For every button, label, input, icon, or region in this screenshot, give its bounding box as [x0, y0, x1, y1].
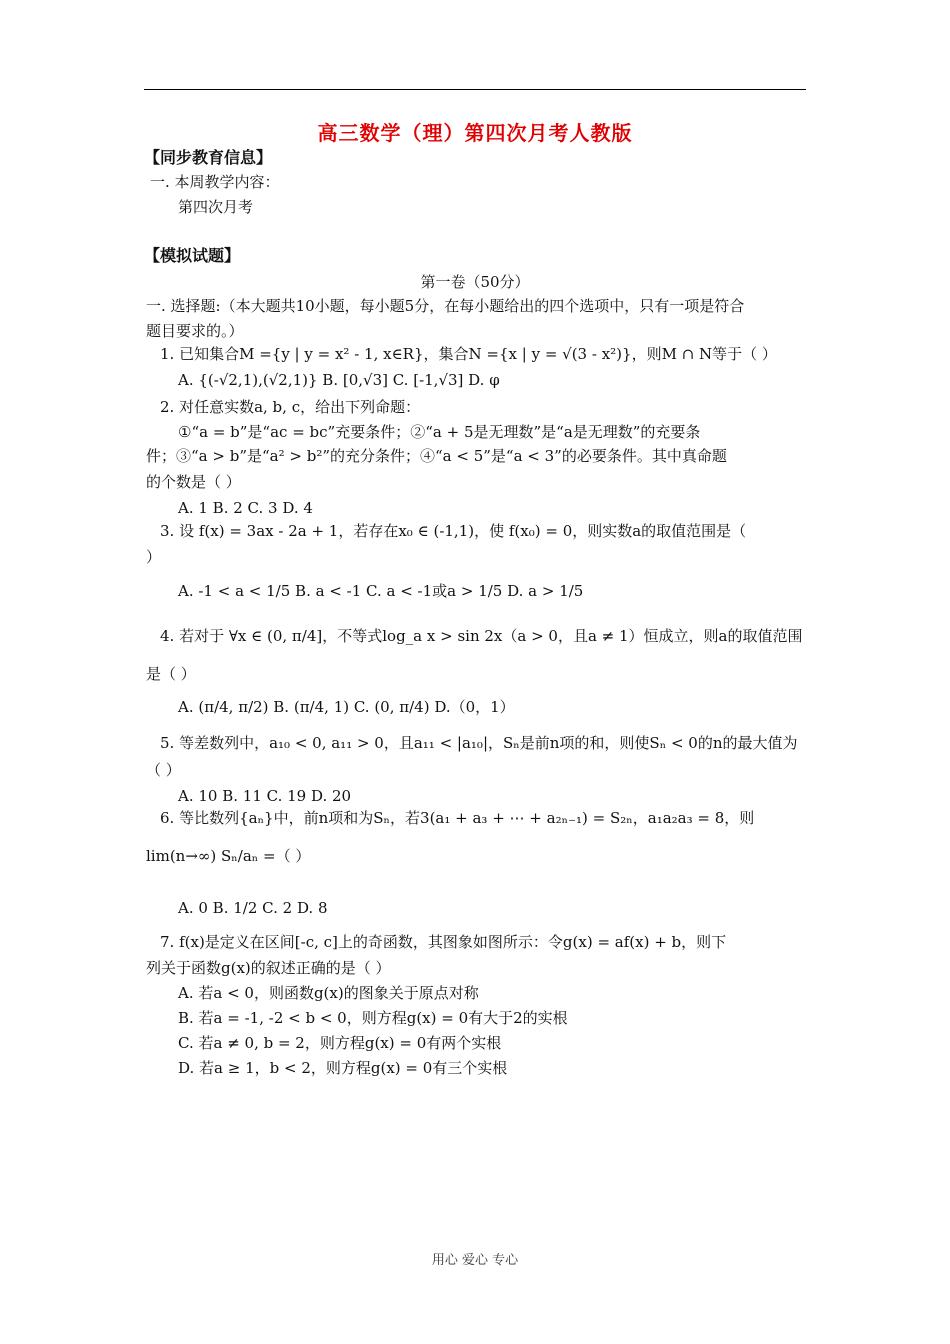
q3-stem: 3. 设 f(x) = 3ax - 2a + 1，若存在x₀ ∈ (-1,1)，使 f(x₀) = 0，则实数a的取值范围是（ [160, 522, 747, 540]
q2-stem: 2. 对任意实数a, b, c，给出下列命题： [160, 398, 421, 416]
q7-option-d: D. 若a ≥ 1，b < 2，则方程g(x) = 0有三个实根 [178, 1059, 508, 1077]
q7-option-c: C. 若a ≠ 0, b = 2，则方程g(x) = 0有两个实根 [178, 1034, 502, 1052]
q2-line-3: 件；③“a > b”是“a² > b²”的充分条件；④“a < 5”是“a < 3”的必要条件。其中真命题 [146, 447, 727, 465]
q7-stem: 7. f(x)是定义在区间[-c, c]上的奇函数，其图象如图所示：令g(x) = af(x) + b，则下 [160, 933, 727, 951]
q6-options: A. 0 B. 1/2 C. 2 D. 8 [178, 899, 328, 917]
q1-stem: 1. 已知集合M ={y | y = x² - 1, x∈R}，集合N ={x | y = √(3 - x²)}，则M ∩ N等于（ ） [160, 345, 777, 363]
q6-line-2: lim(n→∞) Sₙ/aₙ =（ ） [146, 847, 311, 865]
q4-stem: 4. 若对于 ∀x ∈ (0, π/4]，不等式log_a x > sin 2x（a > 0，且a ≠ 1）恒成立，则a的取值范围 [160, 627, 803, 645]
info-heading: 【同步教育信息】 [144, 148, 273, 167]
volume-label: 第一卷（50分） [420, 273, 530, 291]
q1-options: A. {(-√2,1),(√2,1)} B. [0,√3] C. [-1,√3] D. φ [178, 371, 500, 389]
q5-stem: 5. 等差数列中，a₁₀ < 0, a₁₁ > 0，且a₁₁ < |a₁₀|，Sₙ是前n项的和，则使Sₙ < 0的n的最大值为 [160, 734, 798, 752]
instructions-line-1: 一. 选择题:（本大题共10小题，每小题5分，在每小题给出的四个选项中，只有一项是符合 [146, 297, 745, 315]
sim-heading: 【模拟试题】 [144, 246, 241, 265]
q4-options: A. (π/4, π/2) B. (π/4, 1) C. (0, π/4) D.（0，1） [178, 698, 515, 716]
top-rule [144, 89, 806, 90]
q3-line-2: ） [146, 548, 162, 566]
q4-line-2: 是（ ） [146, 665, 196, 683]
q5-line-2: （ ） [146, 761, 181, 779]
q2-options: A. 1 B. 2 C. 3 D. 4 [178, 499, 313, 517]
page-footer: 用心 爱心 专心 [431, 1253, 519, 1268]
content-label: 一. 本周教学内容： [150, 173, 280, 191]
q6-stem: 6. 等比数列{aₙ}中，前n项和为Sₙ，若3(a₁ + a₃ + ⋯ + a₂ₙ₋₁) = S₂ₙ，a₁a₂a₃ = 8，则 [160, 809, 755, 827]
page-title: 高三数学（理）第四次月考人教版 [317, 121, 633, 145]
q7-option-a: A. 若a < 0，则函数g(x)的图象关于原点对称 [178, 984, 479, 1002]
q3-options: A. -1 < a < 1/5 B. a < -1 C. a < -1或a > 1/5 D. a > 1/5 [178, 582, 584, 600]
q5-options: A. 10 B. 11 C. 19 D. 20 [178, 787, 352, 805]
content-value: 第四次月考 [178, 198, 254, 216]
q2-line-4: 的个数是（ ） [146, 473, 241, 491]
instructions-line-2: 题目要求的。） [146, 322, 244, 340]
q7-option-b: B. 若a = -1, -2 < b < 0，则方程g(x) = 0有大于2的实根 [178, 1009, 568, 1027]
q7-line-2: 列关于函数g(x)的叙述正确的是（ ） [146, 959, 391, 977]
q2-line-2: ①“a = b”是“ac = bc”充要条件；②“a + 5是无理数”是“a是无理数”的充要条 [178, 423, 701, 441]
